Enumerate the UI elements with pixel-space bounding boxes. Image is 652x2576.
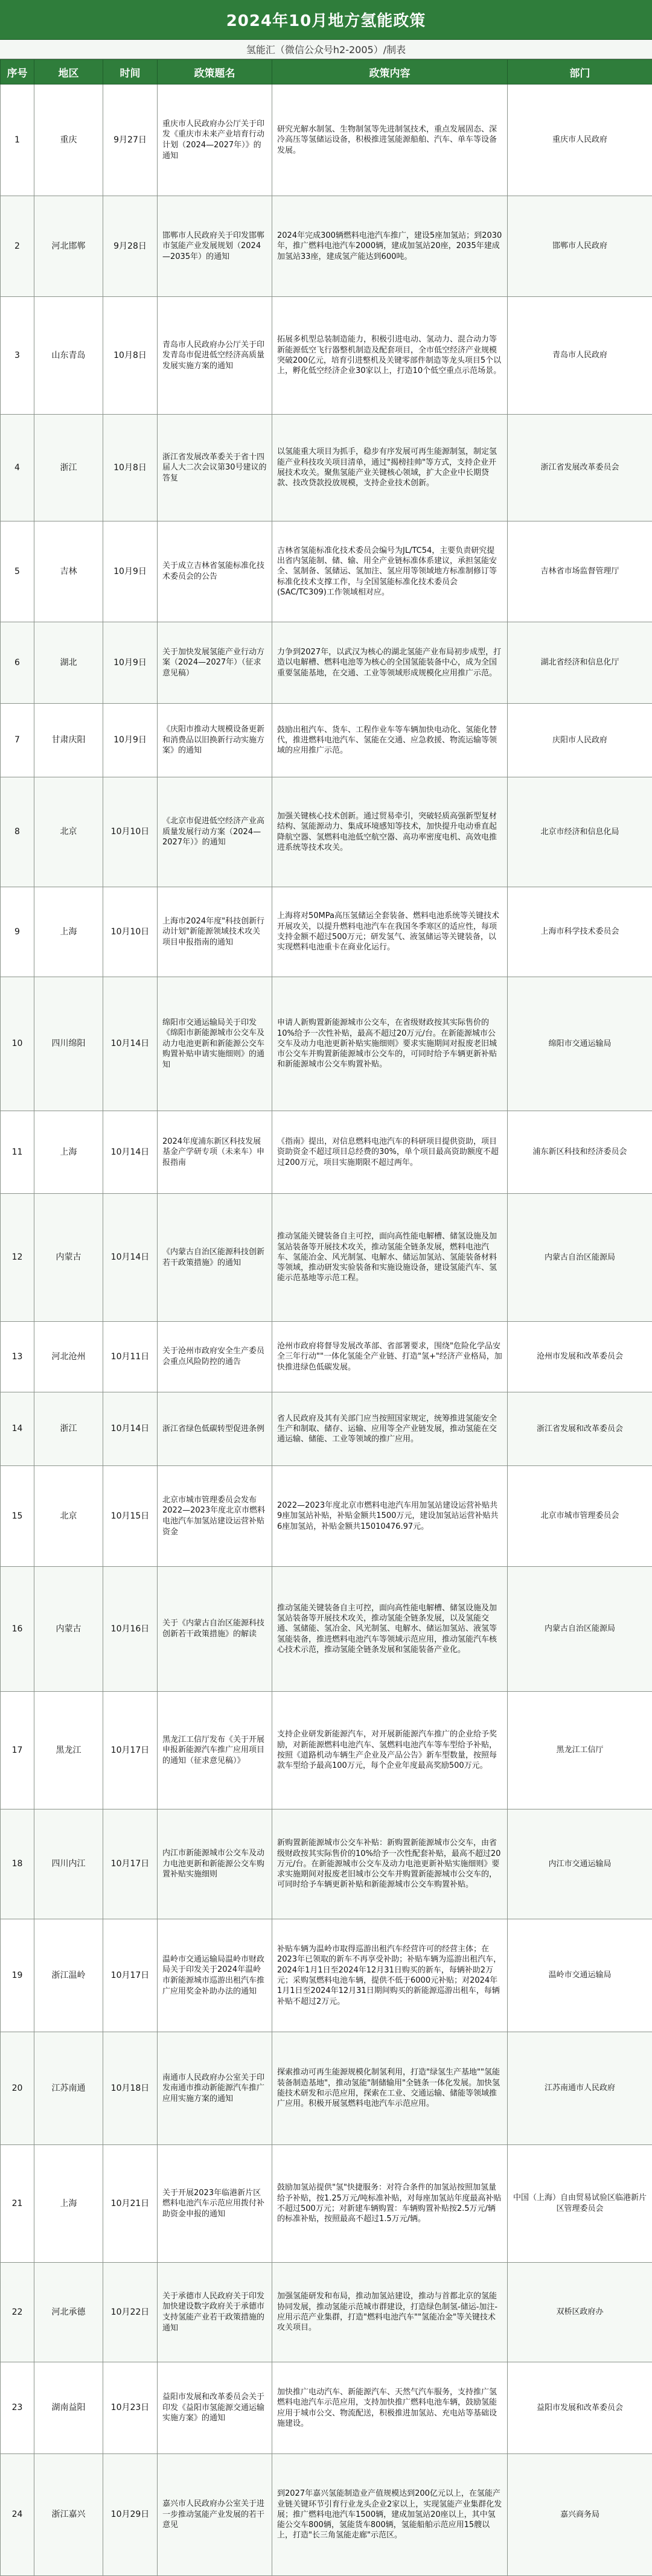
table-header-row	[1, 60, 652, 84]
table-row	[1, 887, 652, 977]
cell-policy-content: 《指南》提出，对信息燃料电池汽车的科研项目提供资助，项目资助资金不超过项目总经费的30%，单个项目最高资助额度不超过200万元，项目实施期限不超过两年。	[272, 1111, 508, 1194]
cell-time: 10月8日	[103, 415, 158, 521]
cell-time: 10月14日	[103, 1392, 158, 1466]
cell-department: 黑龙江工信厅	[508, 1692, 652, 1809]
cell-policy-title: 浙江省绿色低碳转型促进条例	[158, 1392, 272, 1466]
cell-policy-content: 新购置新能源城市公交车补贴：新购置新能源城市公交车，由省级财政按其实际售价的10%给予一次性配套补贴，最高不超过20万元/台。在新能源城市公交车及动力电池更新补贴实施细则》要求实施期间对报废老旧城市公交车并购置新能源城市公交车的，可同时给予车辆更新补贴和新能源城市公交车购置补贴。	[272, 1809, 508, 1919]
cell-policy-title: 关于承德市人民政府关于印发加快建设数字政府关于承德市支持氢能产业若干政策措施的通知	[158, 2263, 272, 2362]
cell-department: 青岛市人民政府	[508, 297, 652, 415]
cell-policy-title: 内江市新能源城市公交车及动力电池更新和新能源公交车购置补贴实施细则	[158, 1809, 272, 1919]
page-title: 2024年10月地方氢能政策	[0, 0, 652, 40]
cell-index: 22	[1, 2263, 34, 2362]
cell-index: 17	[1, 1692, 34, 1809]
cell-policy-title: 关于沧州市政府安全生产委员会重点风险防控的通告	[158, 1322, 272, 1392]
cell-index: 18	[1, 1809, 34, 1919]
cell-region: 内蒙古	[34, 1567, 103, 1692]
cell-policy-content: 补贴车辆为温岭市取得巡游出租汽车经营许可的经营主体；在2023年已领取的新车不再享受补助；补贴车辆为巡游出租汽车，2024年1月1日至2024年12月31日购买的新车，每辆补助2万元；采购氢燃料电池车辆，提供不低于6000元补贴；对2024年1月1日至2024年12月31日期间购买的新能源巡游出租车，每辆补贴不超过2万元。	[272, 1919, 508, 2032]
cell-policy-title: 温岭市交通运输局温岭市财政局关于印发关于2024年温岭市新能源城市巡游出租汽车推广应用奖金补助办法的通知	[158, 1919, 272, 2032]
cell-region: 江苏南通	[34, 2032, 103, 2145]
cell-time: 10月17日	[103, 1809, 158, 1919]
cell-region: 北京	[34, 777, 103, 887]
cell-time: 10月17日	[103, 1692, 158, 1809]
cell-department: 中国（上海）自由贸易试验区临港新片区管理委员会	[508, 2145, 652, 2263]
cell-index: 5	[1, 521, 34, 622]
cell-time: 10月9日	[103, 622, 158, 704]
cell-region: 浙江	[34, 415, 103, 521]
cell-region: 北京	[34, 1466, 103, 1567]
cell-index: 1	[1, 84, 34, 196]
cell-department: 庆阳市人民政府	[508, 704, 652, 777]
cell-policy-content: 鼓励加氢站提供"氢"快捷服务：对符合条件的加氢站按照加氢量给予补贴，按1.25万元/吨标准补贴，对每座加氢站年度最高补贴不超过500万元；对新建车辆购置：车辆购置补贴按2.5万元/辆的标准补贴，按照最高不超过1.5万元/辆。	[272, 2145, 508, 2263]
cell-policy-title: 浙江省发展改革委关于省十四届人大二次会议第30号建议的答复	[158, 415, 272, 521]
cell-department: 吉林省市场监督管理厅	[508, 521, 652, 622]
cell-time: 10月10日	[103, 777, 158, 887]
cell-index: 24	[1, 2454, 34, 2576]
cell-index: 4	[1, 415, 34, 521]
cell-policy-title: 绵阳市交通运输局关于印发《绵阳市新能源城市公交车及动力电池更新和新能源公交车购置补贴申请实施细则》的通知	[158, 977, 272, 1111]
cell-department: 内蒙古自治区能源局	[508, 1194, 652, 1322]
cell-index: 16	[1, 1567, 34, 1692]
cell-policy-content: 省人民政府及其有关部门应当按照国家规定，统筹推进氢能安全生产和制取、储存、运输、应用等全产业链发展，推动氢能在交通运输、储能、工业等领域的推广应用。	[272, 1392, 508, 1466]
table-row	[1, 84, 652, 196]
cell-policy-content: 加强关键核心技术创新。通过贸易牵引，突破轻质高强新型复材结构、氢能源动力、集成环境感知等技术，加快提升电动垂直起降航空器、氢燃料电池低空航空器、高功率密度电机、高效电推进系统等技术攻关。	[272, 777, 508, 887]
cell-policy-content: 吉林省氢能标准化技术委员会编号为JL/TC54，主要负责研究提出省内氢能制、储、输、用全产业链标准体系建议，承担氢能安全、氢制备、氢储运、氢加注、氢应用等领域地方标准制修订等标准化技术支撑工作，与全国氢能标准化技术委员会(SAC/TC309)工作领域相对应。	[272, 521, 508, 622]
cell-policy-title: 重庆市人民政府办公厅关于印发《重庆市未来产业培育行动计划（2024—2027年）》的通知	[158, 84, 272, 196]
cell-time: 10月29日	[103, 2454, 158, 2576]
table-row	[1, 2263, 652, 2362]
cell-region: 吉林	[34, 521, 103, 622]
page-subtitle: 氢能汇（微信公众号h2-2005）/制表	[0, 40, 652, 59]
cell-time: 10月21日	[103, 2145, 158, 2263]
policy-table	[0, 59, 652, 2576]
cell-index: 6	[1, 622, 34, 704]
table-row	[1, 1322, 652, 1392]
table-body	[1, 84, 652, 2576]
cell-policy-content: 申请人新购置新能源城市公交车，在省级财政按其实际售价的10%给予一次性补贴，最高不超过20万元/台。在新能源城市公交车及动力电池更新补贴实施细则》要求实施期间对报废老旧城市公交车并购置新能源城市公交车的，可同时给予车辆更新补贴和新能源城市公交车购置补贴。	[272, 977, 508, 1111]
cell-region: 河北沧州	[34, 1322, 103, 1392]
cell-region: 四川绵阳	[34, 977, 103, 1111]
table-row	[1, 977, 652, 1111]
cell-department: 重庆市人民政府	[508, 84, 652, 196]
cell-policy-title: 《庆阳市推动大规模设备更新和消费品以旧换新行动实施方案》的通知	[158, 704, 272, 777]
table-row	[1, 622, 652, 704]
cell-policy-title: 关于成立吉林省氢能标准化技术委员会的公告	[158, 521, 272, 622]
cell-time: 10月16日	[103, 1567, 158, 1692]
cell-region: 重庆	[34, 84, 103, 196]
cell-policy-title: 益阳市发展和改革委员会关于印发《益阳市氢能源交通运输实施方案》的通知	[158, 2362, 272, 2454]
cell-region: 四川内江	[34, 1809, 103, 1919]
cell-policy-title: 关于开展2023年临港新片区燃料电池汽车示范应用拨付补助资金申报的通知	[158, 2145, 272, 2263]
cell-department: 江苏南通市人民政府	[508, 2032, 652, 2145]
cell-index: 13	[1, 1322, 34, 1392]
cell-department: 湖北省经济和信息化厅	[508, 622, 652, 704]
col-header-index: 序号	[1, 60, 34, 84]
cell-policy-content: 鼓励出租汽车、货车、工程作业车等车辆加快电动化、氢能化替代，推进燃料电池汽车、氢能在交通、应急救援、物流运输等领域的应用推广示范。	[272, 704, 508, 777]
cell-region: 内蒙古	[34, 1194, 103, 1322]
cell-department: 北京市经济和信息化局	[508, 777, 652, 887]
cell-index: 7	[1, 704, 34, 777]
cell-department: 上海市科学技术委员会	[508, 887, 652, 977]
cell-policy-content: 推动氢能关键装备自主可控，面向高性能电解槽、储氢设施及加氢站装备等开展技术攻关，推动氢能全链条发展，燃料电池汽车、氢能冶金、风光制氢、电解水、储运加氢站、氢能装备材料等领域，推动研发实验装备和实施设施设备，建设氢能汽车、氢能示范基地等示范工程。	[272, 1194, 508, 1322]
cell-time: 10月9日	[103, 521, 158, 622]
table-row	[1, 2454, 652, 2576]
cell-time: 10月14日	[103, 977, 158, 1111]
cell-region: 河北承德	[34, 2263, 103, 2362]
cell-index: 11	[1, 1111, 34, 1194]
cell-policy-title: 邯郸市人民政府关于印发邯郸市氢能产业发展规划（2024—2035年）的通知	[158, 196, 272, 297]
cell-index: 10	[1, 977, 34, 1111]
cell-index: 3	[1, 297, 34, 415]
cell-department: 浙江省发展和改革委员会	[508, 1392, 652, 1466]
cell-department: 沧州市发展和改革委员会	[508, 1322, 652, 1392]
cell-index: 12	[1, 1194, 34, 1322]
cell-region: 浙江	[34, 1392, 103, 1466]
cell-policy-title: 《北京市促进低空经济产业高质量发展行动方案（2024—2027年）》的通知	[158, 777, 272, 887]
table-row	[1, 704, 652, 777]
cell-time: 10月17日	[103, 1919, 158, 2032]
cell-policy-title: 南通市人民政府办公室关于印发南通市推动新能源汽车推广应用实施方案的通知	[158, 2032, 272, 2145]
cell-region: 山东青岛	[34, 297, 103, 415]
cell-policy-content: 以氢能重大项目为抓手，稳步有序发展可再生能源制氢，制定氢能产业科技攻关项目清单，通过"揭榜挂帅"等方式，支持企业开展技术攻关。聚焦氢能产业关键核心领域，扩大企业中长期贷款、技改贷款投放规模，支持企业技术创新。	[272, 415, 508, 521]
cell-policy-title: 青岛市人民政府办公厅关于印发青岛市促进低空经济高质量发展实施方案的通知	[158, 297, 272, 415]
table-row	[1, 1194, 652, 1322]
table-row	[1, 415, 652, 521]
cell-index: 14	[1, 1392, 34, 1466]
cell-time: 10月18日	[103, 2032, 158, 2145]
cell-region: 湖南益阳	[34, 2362, 103, 2454]
cell-department: 内蒙古自治区能源局	[508, 1567, 652, 1692]
table-row	[1, 1692, 652, 1809]
cell-policy-title: 关于《内蒙古自治区能源科技创新若干政策措施》的解读	[158, 1567, 272, 1692]
cell-department: 绵阳市交通运输局	[508, 977, 652, 1111]
table-row	[1, 521, 652, 622]
cell-policy-title: 黑龙江工信厅发布《关于开展申报新能源汽车推广应用项目的通知（征求意见稿）》	[158, 1692, 272, 1809]
cell-time: 10月22日	[103, 2263, 158, 2362]
col-header-policy-title: 政策题名	[158, 60, 272, 84]
cell-time: 10月8日	[103, 297, 158, 415]
table-row	[1, 2362, 652, 2454]
cell-department: 内江市交通运输局	[508, 1809, 652, 1919]
cell-policy-title: 2024年度浦东新区科技发展基金产学研专项（未来车）申报指南	[158, 1111, 272, 1194]
cell-time: 10月15日	[103, 1466, 158, 1567]
cell-department: 邯郸市人民政府	[508, 196, 652, 297]
cell-region: 浙江嘉兴	[34, 2454, 103, 2576]
col-header-time: 时间	[103, 60, 158, 84]
cell-time: 10月14日	[103, 1111, 158, 1194]
table-row	[1, 1919, 652, 2032]
cell-index: 21	[1, 2145, 34, 2263]
cell-region: 上海	[34, 887, 103, 977]
cell-policy-title: 嘉兴市人民政府办公室关于进一步推动氢能产业发展的若干意见	[158, 2454, 272, 2576]
table-row	[1, 1392, 652, 1466]
table-row	[1, 1567, 652, 1692]
cell-index: 2	[1, 196, 34, 297]
cell-policy-title: 北京市城市管理委员会发布2022—2023年度北京市燃料电池汽车加氢站建设运营补贴资金	[158, 1466, 272, 1567]
cell-policy-content: 加快推广电动汽车、新能源汽车、天然气汽车服务，支持推广氢燃料电池汽车示范应用，支持加快推广燃料电池车辆，鼓励氢能应用于城市公交、物流配送，积极推进加氢站、充电站等基础设施建设。	[272, 2362, 508, 2454]
table-row	[1, 2145, 652, 2263]
cell-policy-title: 上海市2024年度"科技创新行动计划"新能源领域技术攻关项目申报指南的通知	[158, 887, 272, 977]
cell-policy-content: 上海将对50MPa高压氢储运全套装备、燃料电池系统等关键技术开展攻关，以提升燃料电池汽车在我国冬季寒区的适应性，每项支持金额不超过500万元；研发氢气、液氢储运等关键装备，以实现燃料电池重卡在商业化运行。	[272, 887, 508, 977]
cell-region: 河北邯郸	[34, 196, 103, 297]
cell-policy-content: 2022—2023年度北京市燃料电池汽车用加氢站建设运营补贴共9座加氢站补贴，补贴金额共1500万元，建设加氢站运营补贴共6座加氢站，补贴金额共15010476.97元。	[272, 1466, 508, 1567]
cell-policy-content: 拓展多机型总装制造能力，积极引进电动、氢动力、混合动力等新能源低空飞行器整机制造及配套项目，全市低空经济产业规模突破200亿元，培育引进整机及关键零部件制造等龙头项目5个以上，孵化低空经济企业30家以上，打造10个低空重点示范场景。	[272, 297, 508, 415]
cell-region: 上海	[34, 1111, 103, 1194]
cell-time: 10月23日	[103, 2362, 158, 2454]
col-header-department: 部门	[508, 60, 652, 84]
cell-policy-content: 研究光解水制氢、生物制氢等先进制氢技术，重点发展固态、深冷高压等氢储运设备，积极推进氢能源船舶、汽车、单车等设备发展。	[272, 84, 508, 196]
cell-region: 上海	[34, 2145, 103, 2263]
cell-policy-content: 探索推动可再生能源规模化制氢利用，打造"绿氢生产基地""氢能装备制造基地"，推动氢能"制储输用"全链条一体化发展。加快氢能技术研发和示范应用，探索在工业、交通运输、储能等领域推广应用。积极开展氢燃料电池汽车示范应用。	[272, 2032, 508, 2145]
cell-region: 黑龙江	[34, 1692, 103, 1809]
cell-policy-content: 支持企业研发新能源汽车，对开展新能源汽车推广的企业给予奖励，对新能源燃料电池汽车、氢燃料电池汽车等车型给予补贴，按照《道路机动车辆生产企业及产品公告》新车型数量，按照每款车型给予最高100万元，每个企业年度最高奖励500万元。	[272, 1692, 508, 1809]
cell-department: 温岭市交通运输局	[508, 1919, 652, 2032]
col-header-region: 地区	[34, 60, 103, 84]
cell-department: 嘉兴商务局	[508, 2454, 652, 2576]
cell-index: 19	[1, 1919, 34, 2032]
cell-index: 20	[1, 2032, 34, 2145]
cell-time: 10月10日	[103, 887, 158, 977]
table-row	[1, 1809, 652, 1919]
cell-time: 10月14日	[103, 1194, 158, 1322]
table-row	[1, 777, 652, 887]
cell-policy-content: 沧州市政府将督导发展改革部、省部署要求，围绕"危险化学品安全三年行动""一体化氢能全产业链、打造"氢+"经济产业格局，加快推进绿色低碳发展。	[272, 1322, 508, 1392]
col-header-policy-content: 政策内容	[272, 60, 508, 84]
cell-department: 浙江省发展改革委员会	[508, 415, 652, 521]
cell-department: 双桥区政府办	[508, 2263, 652, 2362]
cell-region: 湖北	[34, 622, 103, 704]
table-row	[1, 297, 652, 415]
cell-index: 15	[1, 1466, 34, 1567]
table-row	[1, 2032, 652, 2145]
table-row	[1, 196, 652, 297]
cell-time: 10月11日	[103, 1322, 158, 1392]
cell-department: 浦东新区科技和经济委员会	[508, 1111, 652, 1194]
table-row	[1, 1466, 652, 1567]
table-row	[1, 1111, 652, 1194]
cell-policy-content: 加强氢能研发和布局，推动加氢站建设，推动与首都北京的氢能协同发展，推动氢能示范城市群建设，打造绿色制氢-储运-加注-应用示范产业集群，打造"燃料电池汽车""氢能冶金"等关键技术攻关项目。	[272, 2263, 508, 2362]
cell-index: 23	[1, 2362, 34, 2454]
cell-time: 9月28日	[103, 196, 158, 297]
cell-policy-title: 关于加快发展氢能产业行动方案（2024—2027年）（征求意见稿）	[158, 622, 272, 704]
cell-index: 8	[1, 777, 34, 887]
cell-policy-content: 2024年完成300辆燃料电池汽车推广，建设5座加氢站；到2030年，推广燃料电池汽车2000辆，建成加氢站20座，2035年建成加氢站33座，建成氢产能达到600吨。	[272, 196, 508, 297]
cell-time: 9月27日	[103, 84, 158, 196]
cell-department: 益阳市发展和改革委员会	[508, 2362, 652, 2454]
cell-policy-content: 推动氢能关键装备自主可控，面向高性能电解槽、储氢设施及加氢站装备等开展技术攻关，推动氢能全链条发展，以及氢能交通、氢储能、氢冶金、风光制氢、电解水、储运加氢站、液氢等氢能装备，推进燃料电池汽车等领域示范应用，推动氢能汽车核心技术示范，推动氢能全链条发展和氢能装备产业化。	[272, 1567, 508, 1692]
cell-index: 9	[1, 887, 34, 977]
cell-region: 浙江温岭	[34, 1919, 103, 2032]
cell-department: 北京市城市管理委员会	[508, 1466, 652, 1567]
cell-policy-content: 到2027年嘉兴氢能制造业产值规模达到200亿元以上，在氢能产业链关键环节引育行业龙头企业2家以上，实现氢能产业集群化发展；推广燃料电池汽车1500辆，建成加氢站20座以上，其中氢能公交车800辆，氢能货车800辆，氢能船舶示范应用15艘以上，打造"长三角氢能走廊"示范区。	[272, 2454, 508, 2576]
cell-time: 10月9日	[103, 704, 158, 777]
cell-policy-title: 《内蒙古自治区能源科技创新若干政策措施》的通知	[158, 1194, 272, 1322]
cell-region: 甘肃庆阳	[34, 704, 103, 777]
cell-policy-content: 力争到2027年，以武汉为核心的湖北氢能产业布局初步成型，打造以电解槽、燃料电池等为核心的全国氢能装备中心，成为全国重要氢能基地，在交通、工业等领域形成规模化应用推广示范。	[272, 622, 508, 704]
